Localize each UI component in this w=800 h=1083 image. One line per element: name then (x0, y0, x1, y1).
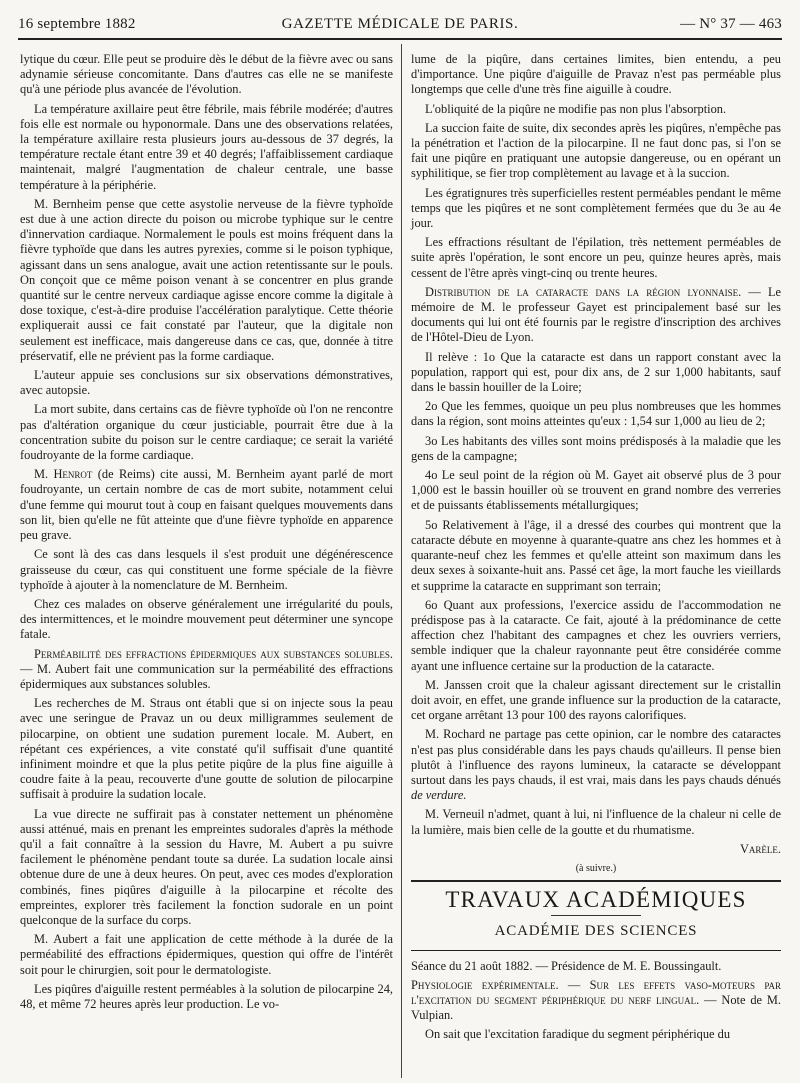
author-signature: Varèle. (739, 841, 781, 856)
paragraph: Les égratignures très superficielles restent perméables pendant le même temps que les piqûres et ne sont complètement fermées que du 3e au 4e jour. (411, 185, 781, 231)
travaux-section (411, 880, 781, 1042)
section-heading: Physiologie expérimentale. — Sur les effets vaso-moteurs par l'excitation du segment périphérique du nerf lingual. (411, 977, 781, 1007)
paragraph (411, 727, 781, 803)
paragraph (411, 978, 781, 1024)
to-be-continued: (à suivre.) (575, 862, 617, 874)
section-title: TRAVAUX ACADÉMIQUES (445, 887, 747, 913)
paragraph: L'obliquité de la piqûre ne modifie pas non plus l'absorption. (425, 101, 727, 116)
section-heading: Perméabilité des effractions épidermiques aux substances solubles. (34, 646, 393, 661)
header-rule (18, 38, 782, 40)
paragraph: L'auteur appuie ses conclusions sur six observations démonstratives, avec autopsie. (20, 368, 393, 398)
paragraph: Ce sont là des cas dans lesquels il s'est produit une dégénérescence graisseuse du cœur, cas qui constituent une forme spéciale de la fièvre typhoïde à ajouter à la nomenclature de M. Bernheim. (20, 547, 393, 592)
paragraph: Les effractions résultant de l'épilation, très nettement perméables de suite après l'opération, le sont encore un peu, quinze heures après, mais cessent de l'être après vingt-cinq ou trente heures. (411, 235, 781, 280)
header-issue-page: — N° 37 — 463 (680, 16, 782, 32)
paragraph-text: (de Reims) cite aussi, M. Bernheim ayant parlé de mort foudroyante, un certain nombre de cas de mort subite, notamment celui d'une femme qui mourut tout à coup en faisant quelques mouvements dans son lit, bien qu'elle ne fût atteinte que d'une fièvre typhoïde en apparence peu grave. (20, 467, 393, 543)
paragraph: 5o Relativement à l'âge, il a dressé des courbes qui montrent que la cataracte débute en moyenne à quarante-quatre ans chez les hommes et à quarante-neuf chez les femmes et qu'elle atteint son maximum dans les deux sexes à soixante-huit ans. Passé cet âge, la mort fauche les vieillards et supprime la cataracte en supprimant son terrain; (411, 517, 781, 593)
paragraph: Chez ces malades on observe généralement une irrégularité du pouls, des intermittences, et le moindre mouvement peut déterminer une syncope fatale. (20, 596, 393, 642)
subtitle-rule (411, 950, 781, 951)
academy-title: ACADÉMIE DES SCIENCES (494, 923, 698, 940)
title-rule (551, 915, 641, 916)
paragraph-text: — Le mémoire de M. le professeur Gayet est principalement basé sur les documents qui lui ont été fournis par le registre d'inscription des archives de l'Hôtel-Dieu de Lyon. (411, 284, 782, 345)
paragraph-text: — M. Aubert fait une communication sur la perméabilité des effractions épidermiques aux substances solubles. (20, 661, 393, 691)
section-heading: Distribution de la cataracte dans la région lyonnaise. (425, 284, 742, 299)
right-column (411, 52, 781, 1047)
paragraph: M. Bernheim pense que cette asystolie nerveuse de la fièvre typhoïde est due à une action directe du poison ou microbe typhique sur le centre d'innervation cardiaque. Normalement le pouls est moins fréquent dans la fièvre typhoïde que dans les autres pyrexies, comme si le poison typhique, agissant dans un sens analogue, avait une action retentissante sur le pouls. On conçoit que ce même poison venant à se concentrer en plus grande quantité sur le centre nerveux cardiaque agisse encore comme la digitale à dose toxique, c'est-à-dire produise l'accélération paralytique. Cette théorie expliquerait aussi ce fait constaté par l'auteur, que la digitale non seulement est inefficace, mais dangereuse dans ce cas, que, donnée à titre préservatif, elle ne prévient pas la forme cardiaque. (20, 196, 393, 363)
emphasis-text: de verdure. (411, 788, 467, 803)
paragraph-text: — Note de M. Vulpian. (411, 992, 781, 1023)
paragraph: Il relève : 1o Que la cataracte est dans un rapport constant avec la population, rapport qui est, pour dix ans, de 2 sur 1,000 habitants, sauf dans le bassin houiller de la Loire; (411, 349, 781, 395)
paragraph (20, 467, 393, 543)
paragraph: M. Aubert a fait une application de cette méthode à la durée de la perméabilité des effractions épidermiques, question qui offre de l'intérêt soit pour le chirurgien, soit pour le dermatologiste. (20, 932, 393, 977)
page-header (18, 12, 782, 36)
header-journal-title: GAZETTE MÉDICALE DE PARIS. (281, 16, 519, 32)
seance-line: Séance du 21 août 1882. — Présidence de M. E. Boussingault. (411, 958, 722, 973)
paragraph: 2o Que les femmes, quoique un peu plus nombreuses que les hommes dans la région, sont moins atteintes qu'eux : 1,54 sur 1,000 au lieu de 2; (411, 399, 781, 429)
paragraph: La vue directe ne suffirait pas à constater nettement un phénomène aussi atténué, mais en prenant les empreintes sudorales d'après la méthode qu'il a fait connaître à la session du Havre, M. Aubert a pu suivre facilement le phénomène pendant toute sa durée. La sudation locale ainsi obtenue dure de une à deux heures. On peut, avec ces modes d'exploration combinés, fines piqûres d'aiguille à la pilocarpine et récolte des empreintes, explorer très facilement la fonction sudorale en un point quelconque de la surface du corps. (20, 806, 393, 927)
header-date: 16 septembre 1882 (18, 16, 136, 32)
paragraph: La mort subite, dans certains cas de fièvre typhoïde où l'on ne rencontre pas d'altération organique du cœur justiciable, pourrait être due à la concentration subite du poison sur le centre cardiaque; ce serait la variété foudroyante de la forme cardiaque. (20, 402, 393, 463)
paragraph: lume de la piqûre, dans certaines limites, bien entendu, a peu d'importance. Une piqûre d'aiguille de Pravaz n'est pas perméable plus longtemps que celle d'une très fine aiguille à coudre. (411, 52, 781, 97)
paragraph-text: M. Rochard ne partage pas cette opinion, car le nombre des cataractes n'est pas plus considérable dans les pays chauds qu'ailleurs. Il pense bien plutôt à l'influence des rayons lumineux, la cataracte se développant surtout dans les pays chauds, il est vrai, mais dans les pays chauds dénués (411, 727, 781, 787)
paragraph (411, 285, 781, 346)
paragraph: On sait que l'excitation faradique du segment périphérique du (425, 1027, 731, 1042)
paragraph: M. Verneuil n'admet, quant à lui, ni l'influence de la chaleur ni celle de la lumière, mais bien celle de la goutte et du rhumatisme. (411, 807, 781, 837)
paragraph: La température axillaire peut être fébrile, mais fébrile modérée; d'autres fois elle est normale ou hyponormale. Dans une des observations relatées, la température axillaire resta plusieurs jours au-dessous de 37 degrés, la température rectale étant entre 39 et 40 degrés; l'affaiblissement cardiaque maintenait, malgré l'augmentation de chaleur centrale, une basse température à la périphérie. (20, 101, 393, 192)
paragraph: 3o Les habitants des villes sont moins prédisposés à la maladie que les gens de la campagne; (411, 433, 781, 463)
paragraph: Les recherches de M. Straus ont établi que si on injecte sous la peau avec une seringue de Pravaz un ou deux milligrammes seulement de pilocarpine, on obtient une sudation purement locale. M. Aubert, en répétant ces expériences, a vite constaté qu'il suffisait d'une quantité infiniment moindre et que la plus petite piqûre de la plus fine aiguille à coudre faite à la peau, recouverte d'une goutte de solution de pilocarpine suffisait à produire la sudation locale. (20, 696, 393, 802)
paragraph: 4o Le seul point de la région où M. Gayet ait observé plus de 3 pour 1,000 est le bassin houiller où se trouvent en grand nombre des verreries et de puissants établissements métallurgiques; (411, 468, 781, 513)
paragraph: Les piqûres d'aiguille restent perméables à la solution de pilocarpine 24, 48, et même 72 heures après leur production. Le vo- (20, 981, 393, 1011)
author-name: M. Henrot (34, 467, 93, 482)
paragraph: La succion faite de suite, dix secondes après les piqûres, n'empêche pas la pénétration et l'action de la pilocarpine. Il ne faut donc pas, si l'on se fait une piqûre en pratiquant une autopsie dangereuse, ou en opérant un syphilitique, se fier trop complètement au lavage et à la succion. (411, 120, 781, 181)
left-column (20, 52, 393, 1016)
paragraph: 6o Quant aux professions, l'exercice assidu de l'accommodation ne prédispose pas à la cataracte. Ce fait, ajouté à la prédominance de cette affection chez l'habitant des campagnes et chez les ouvriers verriers, semble indiquer que la chaleur rayonnante peut être considérée comme ayant une influence certaine sur la production de la cataracte. (411, 597, 781, 673)
column-divider (401, 44, 402, 1078)
paragraph: M. Janssen croit que la chaleur agissant directement sur le cristallin doit avoir, en effet, une grande influence sur la production de la cataracte, cet organe arrêtant 13 pour 100 des rayons calorifiques. (411, 677, 781, 723)
paragraph: lytique du cœur. Elle peut se produire dès le début de la fièvre avec ou sans adynamie sérieuse concomitante. Dans d'autres cas elle ne se manifeste qu'à une période plus avancée de l'évolution. (20, 52, 393, 97)
paragraph (20, 647, 393, 693)
